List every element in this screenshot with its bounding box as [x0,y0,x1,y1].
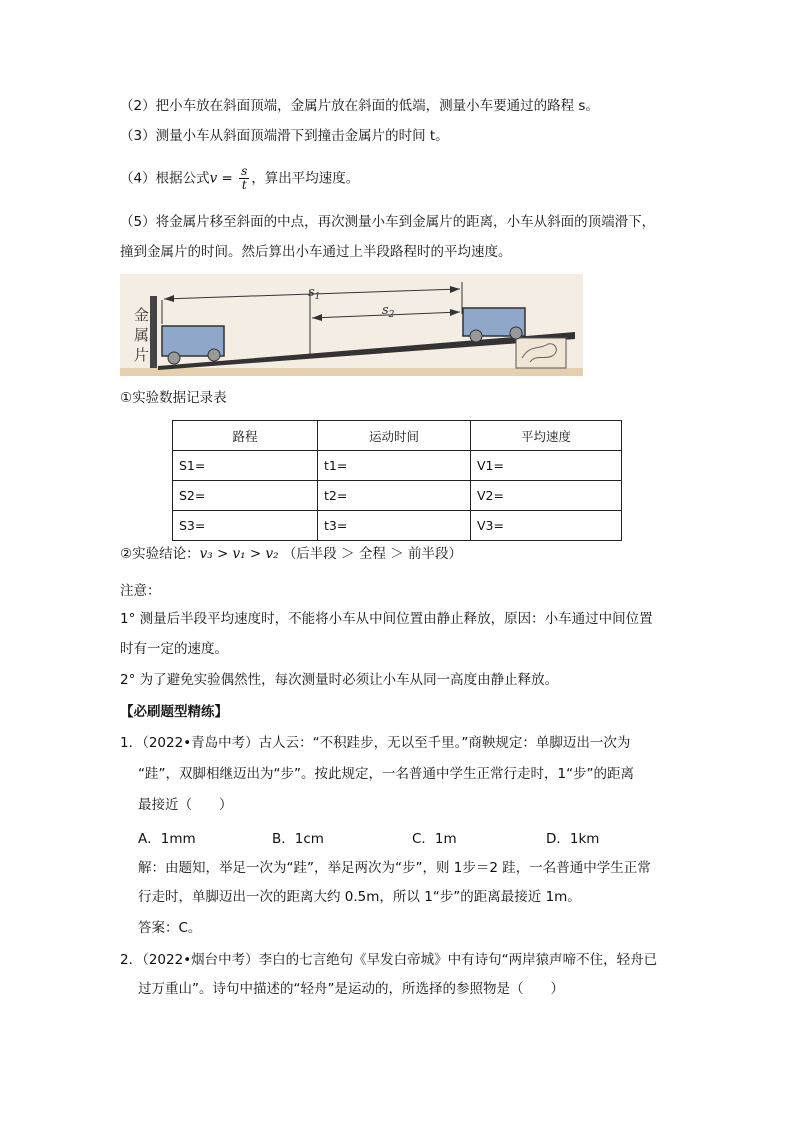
conclusion-formula: v₃ > v₁ > v₂ [199,546,279,562]
formula-numerator: s [241,164,248,178]
note-1-line-2: 时有一定的速度。 [120,641,228,657]
metal-plate [150,296,157,368]
table-cell: S1= [173,451,318,481]
q1-solution-line-1: 解：由题知，举足一次为“跬”，举足两次为“步”，则 1步＝2 跬，一名普通中学生正常 [138,860,651,876]
label-shu: 属 [134,326,150,344]
note-2: 2° 为了避免实验偶然性，每次测量时必须让小车从同一高度由静止释放。 [120,672,559,688]
q2-line-1: 2．（2022•烟台中考）李白的七言绝句《早发白帝城》中有诗句“两岸猿声啼不住，轻舟已 [120,952,658,968]
q1-line-3: 最接近（ ） [138,797,233,813]
note-1-line-1: 1° 测量后半段平均速度时，不能将小车从中间位置由静止释放，原因：小车通过中间位置 [120,611,653,627]
s1-letter: s [308,285,315,300]
table-row [173,451,622,481]
q1-choice-c: C．1m [412,831,457,847]
formula-v: v [209,170,218,187]
q1-choice-d: D．1km [546,831,600,847]
notes-title: 注意： [120,583,161,599]
label-pian: 片 [134,346,150,364]
conclusion-suffix: （后半段 ＞ 全程 ＞ 前半段） [282,546,462,562]
table-cell: t1= [318,451,471,481]
s2-subscript: 2 [388,310,395,320]
formula-eq: = [217,170,238,187]
step-5-line-1: （5）将金属片移至斜面的中点，再次测量小车到金属片的距离，小车从斜面的顶端滑下， [120,214,656,230]
floor [120,368,583,376]
table-header-row [173,421,622,451]
s1-subscript: 1 [314,292,321,302]
header-speed: 平均速度 [471,421,622,451]
table-caption: ①实验数据记录表 [120,390,227,406]
step-5-line-2: 撞到金属片的时间。然后算出小车通过上半段路程时的平均速度。 [120,244,512,260]
step-3: （3）测量小车从斜面顶端滑下到撞击金属片的时间 t。 [120,128,449,144]
q1-solution-line-2: 行走时，单脚迈出一次的距离大约 0.5m，所以 1“步”的距离最接近 1m。 [138,889,581,905]
formula-denominator: t [241,178,247,192]
table-cell: S2= [173,481,318,511]
data-table [172,420,622,541]
s2-letter: s [382,303,389,318]
cart-bottom-wheel-right [208,349,220,361]
q1-answer: 答案：C。 [138,920,202,936]
table-cell: t3= [318,511,471,541]
header-time: 运动时间 [318,421,471,451]
table-row [173,511,622,541]
experiment-conclusion [120,544,462,564]
q1-line-2: “跬”，双脚相继迈出为“步”。按此规定，一名普通中学生正常行走时，1“步”的距离 [138,766,635,782]
q1-choice-a: A．1mm [138,831,196,847]
q1-choice-b: B．1cm [272,831,324,847]
step-2: （2）把小车放在斜面顶端，金属片放在斜面的低端，测量小车要通过的路程 s。 [120,98,599,114]
header-distance: 路程 [173,421,318,451]
step-4-suffix: ，算出平均速度。 [251,170,360,187]
formula-fraction [239,165,249,192]
table-row [173,481,622,511]
table-cell: t2= [318,481,471,511]
support-block [516,338,566,368]
table-cell: V2= [471,481,622,511]
incline-experiment-figure [120,274,583,376]
table-cell: V3= [471,511,622,541]
cart-top-wheel-left [470,330,482,342]
table-cell: V1= [471,451,622,481]
q2-line-2: 过万重山”。诗句中描述的“轻舟”是运动的，所选择的参照物是（ ） [138,981,564,997]
label-jin: 金 [134,306,150,324]
step-4 [120,165,359,192]
step-4-prefix: （4）根据公式 [120,170,210,187]
cart-bottom-wheel-left [168,352,180,364]
cart-top-wheel-right [510,327,522,339]
section-title: 【必刷题型精练】 [120,704,228,720]
table-cell: S3= [173,511,318,541]
q1-line-1: 1．（2022•青岛中考）古人云：“不积跬步，无以至千里。”商鞅规定：单脚迈出一次为 [120,735,631,751]
conclusion-prefix: ②实验结论： [120,546,200,562]
